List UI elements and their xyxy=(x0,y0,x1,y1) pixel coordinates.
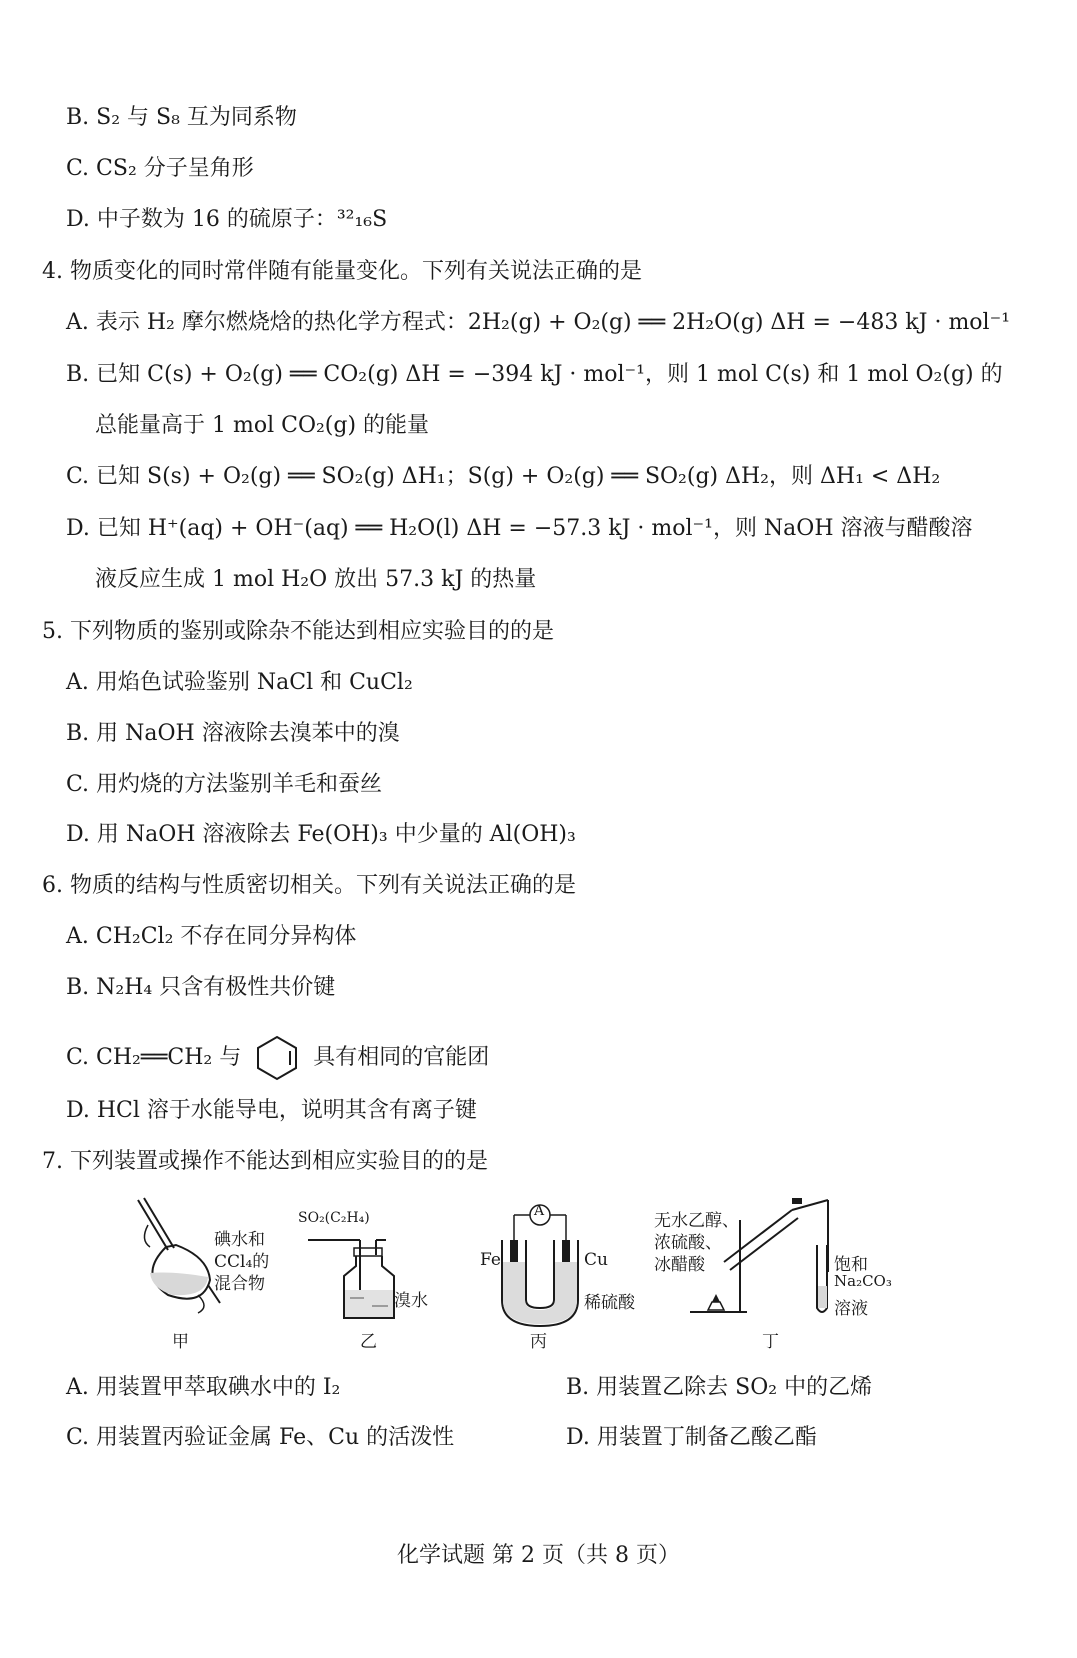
benzene-ring-icon xyxy=(254,1034,300,1082)
ding-reagent-3: 冰醋酸 xyxy=(654,1255,705,1275)
jia-label-1: 碘水和 xyxy=(214,1230,265,1250)
bing-caption: 丙 xyxy=(530,1332,547,1352)
jia-label-3: 混合物 xyxy=(214,1274,265,1294)
ding-solution-3: 溶液 xyxy=(834,1299,868,1319)
q4-stem: 4. 物质变化的同时常伴随有能量变化。下列有关说法正确的是 xyxy=(42,259,642,284)
q6-option-c-suffix: 具有相同的官能团 xyxy=(313,1045,490,1070)
page-footer: 化学试题 第 2 页（共 8 页） xyxy=(397,1543,680,1568)
q4-option-a: A. 表示 H₂ 摩尔燃烧焓的热化学方程式：2H₂(g) + O₂(g) ══ 2H₂O(g) ΔH = −483 kJ · mol⁻¹ xyxy=(66,310,1011,335)
q4-option-b-line2: 总能量高于 1 mol CO₂(g) 的能量 xyxy=(95,413,430,438)
q7-option-c: C. 用装置丙验证金属 Fe、Cu 的活泼性 xyxy=(66,1425,455,1450)
bing-acid-label: 稀硫酸 xyxy=(584,1293,635,1313)
q5-option-d: D. 用 NaOH 溶液除去 Fe(OH)₃ 中少量的 Al(OH)₃ xyxy=(66,822,576,847)
yi-liquid-label: 溴水 xyxy=(394,1291,428,1311)
apparatus-bing xyxy=(476,1200,646,1330)
jia-caption: 甲 xyxy=(172,1332,189,1352)
apparatus-ding xyxy=(652,1190,912,1330)
q7-option-d: D. 用装置丁制备乙酸乙酯 xyxy=(566,1425,817,1450)
q6-option-d: D. HCl 溶于水能导电，说明其含有离子键 xyxy=(66,1098,477,1123)
bing-fe-label: Fe xyxy=(480,1250,501,1270)
q6-option-b: B. N₂H₄ 只含有极性共价键 xyxy=(66,975,336,1000)
q6-stem: 6. 物质的结构与性质密切相关。下列有关说法正确的是 xyxy=(42,873,576,898)
q4-option-d-line2: 液反应生成 1 mol H₂O 放出 57.3 kJ 的热量 xyxy=(95,567,537,592)
ding-caption: 丁 xyxy=(762,1332,779,1352)
ding-reagent-2: 浓硫酸、 xyxy=(654,1233,722,1253)
yi-caption: 乙 xyxy=(360,1332,377,1352)
q3-option-b: B. S₂ 与 S₈ 互为同系物 xyxy=(66,105,297,130)
bing-meter-label: A xyxy=(534,1203,545,1219)
q4-option-b-line1: B. 已知 C(s) + O₂(g) ══ CO₂(g) ΔH = −394 kJ · mol⁻¹，则 1 mol C(s) 和 1 mol O₂(g) 的 xyxy=(66,362,1003,387)
ding-solution-2: Na₂CO₃ xyxy=(834,1272,892,1290)
ding-solution-1: 饱和 xyxy=(834,1255,868,1275)
jia-label-2: CCl₄的 xyxy=(214,1252,270,1272)
q5-stem: 5. 下列物质的鉴别或除杂不能达到相应实验目的的是 xyxy=(42,619,554,644)
q5-option-a: A. 用焰色试验鉴别 NaCl 和 CuCl₂ xyxy=(66,670,413,695)
ding-reagent-1: 无水乙醇、 xyxy=(654,1211,739,1231)
q7-stem: 7. 下列装置或操作不能达到相应实验目的的是 xyxy=(42,1149,488,1174)
q4-option-d-line1: D. 已知 H⁺(aq) + OH⁻(aq) ══ H₂O(l) ΔH = −57.3 kJ · mol⁻¹，则 NaOH 溶液与醋酸溶 xyxy=(66,516,973,541)
q7-option-b: B. 用装置乙除去 SO₂ 中的乙烯 xyxy=(566,1375,873,1400)
q7-option-a: A. 用装置甲萃取碘水中的 I₂ xyxy=(66,1375,341,1400)
q6-option-c-prefix: C. CH₂══CH₂ 与 xyxy=(66,1045,242,1070)
q6-option-a: A. CH₂Cl₂ 不存在同分异构体 xyxy=(66,924,357,949)
q3-option-d: D. 中子数为 16 的硫原子：³²₁₆S xyxy=(66,207,388,232)
q4-option-c: C. 已知 S(s) + O₂(g) ══ SO₂(g) ΔH₁；S(g) + O₂(g) ══ SO₂(g) ΔH₂，则 ΔH₁ < ΔH₂ xyxy=(66,464,941,489)
q6-option-c xyxy=(66,1034,489,1082)
q5-option-b: B. 用 NaOH 溶液除去溴苯中的溴 xyxy=(66,721,400,746)
q3-option-c: C. CS₂ 分子呈角形 xyxy=(66,156,254,181)
apparatus-yi xyxy=(298,1210,448,1330)
ester-apparatus-icon xyxy=(652,1190,912,1330)
bing-cu-label: Cu xyxy=(584,1250,608,1270)
apparatus-jia xyxy=(128,1195,288,1335)
yi-gas-label: SO₂(C₂H₄) xyxy=(298,1210,370,1226)
q5-option-c: C. 用灼烧的方法鉴别羊毛和蚕丝 xyxy=(66,772,383,797)
